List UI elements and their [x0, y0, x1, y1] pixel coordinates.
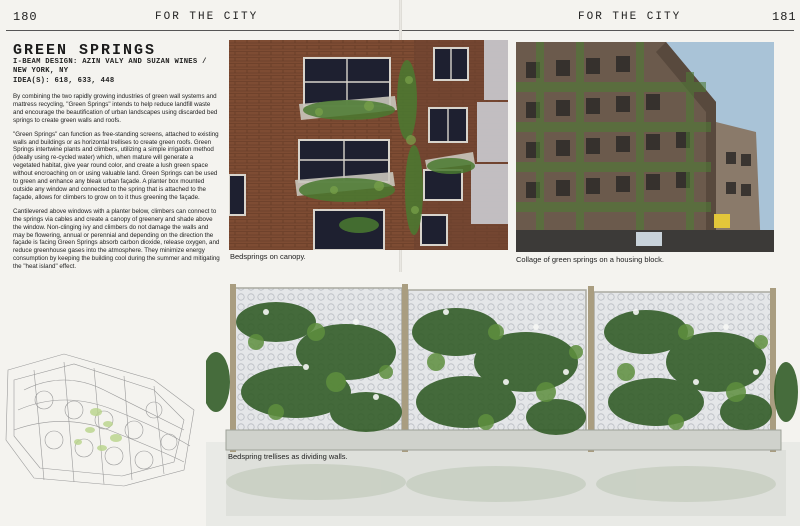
- article-title: GREEN SPRINGS: [13, 42, 157, 59]
- canopy-photo: [229, 40, 508, 250]
- credits-location: NEW YORK, NY: [13, 67, 69, 76]
- right-header-rule: [402, 30, 794, 31]
- left-header-rule: [6, 30, 399, 31]
- body-paragraph: Cantilevered above windows with a planter below, climbers can connect to the springs via cables and create a canopy of greenery and shade above the window. Non-clinging ivy and climbers do not damage the walls and may be flowering, annual or perennial and depending on the direction the façade is facing Green Springs absorb carbon dioxide, release oxygen, and reduce greenhouse gases into the atmosphere. They minimize energy consumption by keeping the building cool during the summer and mitigating the "heat island" effect.: [13, 207, 220, 271]
- bedspring-sketch: [4, 350, 200, 490]
- trellis-rendering: [206, 272, 800, 526]
- article-body: [13, 93, 221, 277]
- body-paragraph: "Green Springs" can function as free-standing screens, attached to existing walls and buildings or as horizontal trellises to create green roofs. Green Springs intertwine plants and climbers, utilizing a simple irrigation method (ideally using re-cycled water) which, when mature will generate a vegetated habitat, give year round color, and create a lush green space without encroaching on or using valuable land. Green Springs can be used to green and enhance any bleak urban façade. A planter box mounted outside any window and connected to the spring that is attached to the façade, allows for climbers to grow on to it thus greening the façade.: [13, 130, 219, 201]
- collage-photo: [516, 42, 774, 252]
- left-running-title: FOR THE CITY: [155, 11, 259, 23]
- right-page-number: 181: [772, 10, 797, 24]
- left-page-number: 180: [13, 10, 38, 24]
- credits-ideas: IDEA(S): 618, 633, 448: [13, 76, 115, 85]
- collage-caption: Collage of green springs on a housing block.: [516, 255, 665, 264]
- right-running-title: FOR THE CITY: [578, 11, 682, 23]
- trellis-caption: Bedspring trellises as dividing walls.: [228, 452, 348, 461]
- credits-designers: I-BEAM DESIGN: AZIN VALY AND SUZAN WINES /: [13, 58, 207, 66]
- canopy-caption: Bedsprings on canopy.: [230, 252, 306, 261]
- article-credits: [13, 58, 218, 86]
- body-paragraph: By combining the two rapidly growing industries of green wall systems and mattress recycling, "Green Springs" intends to help reduce landfill waste and encourage the beautification of urban landscapes using discarded bed springs to create green walls and roofs.: [13, 93, 218, 124]
